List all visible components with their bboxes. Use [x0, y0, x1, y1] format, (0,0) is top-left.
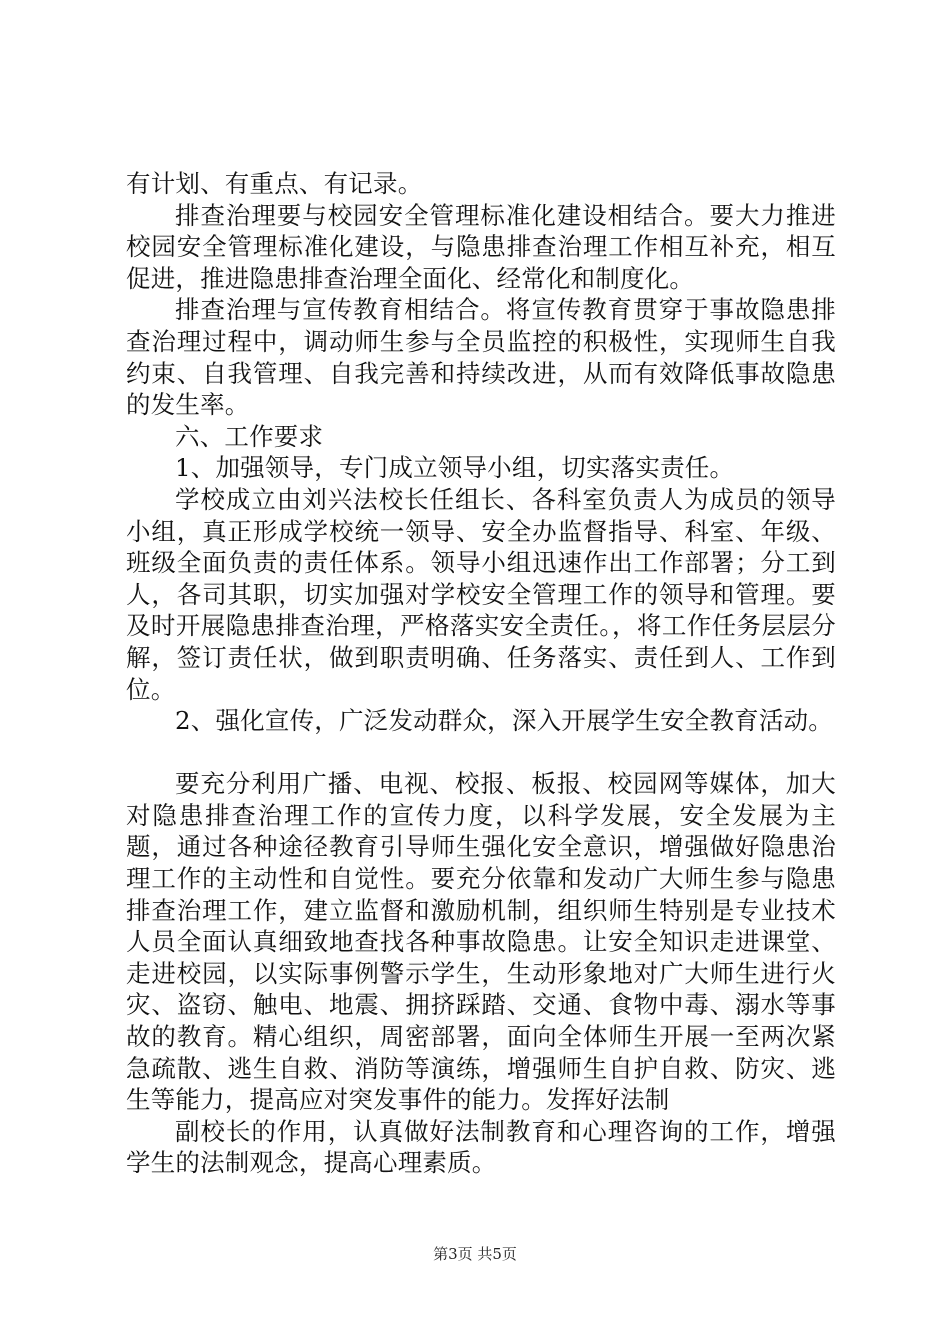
subheading-leadership: 1、加强领导，专门成立领导小组，切实落实责任。 [175, 453, 735, 483]
paragraph-standardization: 排查治理要与校园安全管理标准化建设相结合。要大力推进校园安全管理标准化建设，与隐患排查治理工作相互补充，相互促进，推进隐患排查治理全面化、经常化和制度化。 [126, 200, 836, 293]
paragraph-leadership: 学校成立由刘兴法校长任组长、各科室负责人为成员的领导小组，真正形成学校统一领导、安全办监督指导、科室、年级、班级全面负责的责任体系。领导小组迅速作出工作部署；分工到人，各司其职，切实加强对学校安全管理工作的领导和管理。要及时开展隐患排查治理，严格落实安全责任。，将工作任务层层分解，签订责任状，做到职责明确、任务落实、责任到人、工作到位。 [126, 484, 836, 704]
section-heading-work-requirements: 六、工作要求 [175, 421, 324, 451]
page-number: 第3页 共5页 [433, 1245, 517, 1263]
paragraph-continuation: 有计划、有重点、有记录。 [126, 169, 423, 198]
subheading-publicity: 2、强化宣传，广泛发动群众，深入开展学生安全教育活动。 [175, 706, 833, 736]
paragraph-education: 排查治理与宣传教育相结合。将宣传教育贯穿于事故隐患排查治理过程中，调动师生参与全员监控的积极性，实现师生自我约束、自我管理、自我完善和持续改进，从而有效降低事故隐患的发生率。 [126, 295, 836, 420]
paragraph-gap [126, 737, 836, 769]
document-body [126, 168, 836, 1179]
paragraph-legal-vice-principal: 副校长的作用，认真做好法制教育和心理咨询的工作，增强学生的法制观念，提高心理素质。 [126, 1116, 836, 1178]
paragraph-publicity: 要充分利用广播、电视、校报、板报、校园网等媒体，加大对隐患排查治理工作的宣传力度，以科学发展，安全发展为主题，通过各种途径教育引导师生强化安全意识，增强做好隐患治理工作的主动性和自觉性。要充分依靠和发动广大师生参与隐患排查治理工作，建立监督和激励机制，组织师生特别是专业技术人员全面认真细致地查找各种事故隐患。让安全知识走进课堂、走进校园，以实际事例警示学生，生动形象地对广大师生进行火灾、盗窃、触电、地震、拥挤踩踏、交通、食物中毒、溺水等事故的教育。精心组织，周密部署，面向全体师生开展一至两次紧急疏散、逃生自救、消防等演练，增强师生自护自救、防灾、逃生等能力，提高应对突发事件的能力。发挥好法制 [126, 769, 836, 1115]
